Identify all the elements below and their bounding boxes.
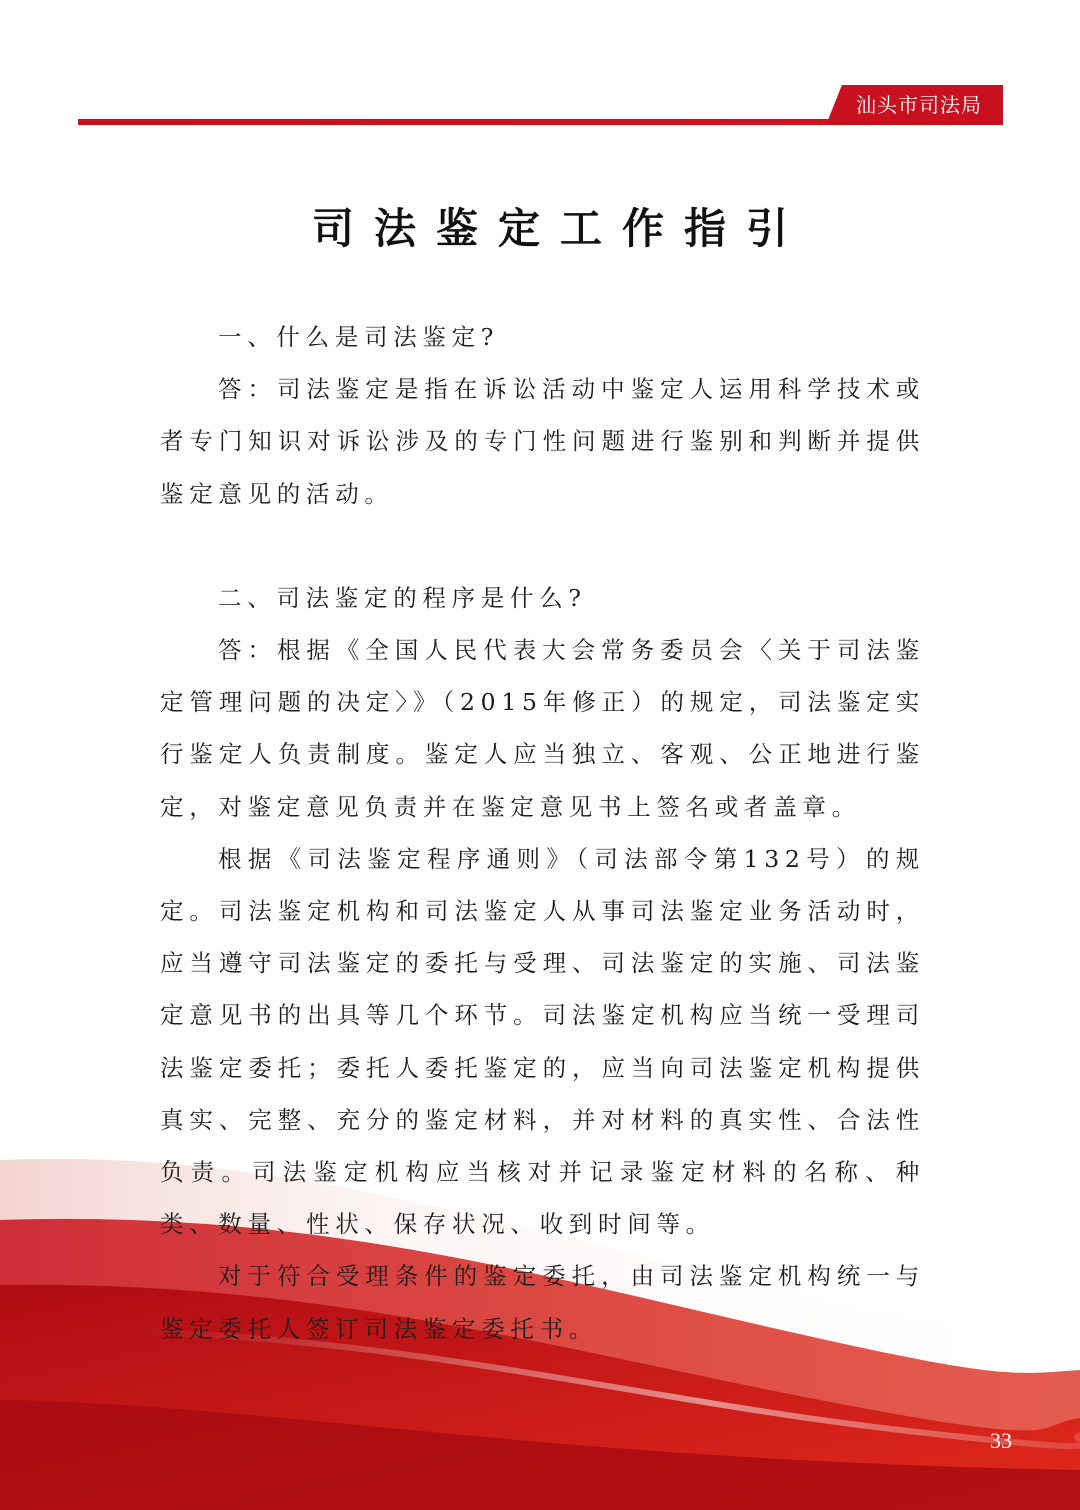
- section-1-answer: 答：司法鉴定是指在诉讼活动中鉴定人运用科学技术或者专门知识对诉讼涉及的专门性问题进行鉴别和判断并提供鉴定意见的活动。: [160, 375, 925, 508]
- page-title: 司法鉴定工作指引: [311, 204, 808, 253]
- section-1-question: 一、什么是司法鉴定?: [218, 323, 500, 351]
- section-2-answer: 答：根据《全国人民代表大会常务委员会〈关于司法鉴定管理问题的决定〉》（2015年修正）的规定，司法鉴定实行鉴定人负责制度。鉴定人应当独立、客观、公正地进行鉴定，对鉴定意见负责并在鉴定意见书上签名或者盖章。: [160, 636, 925, 821]
- section-2-paragraph-3: 对于符合受理条件的鉴定委托，由司法鉴定机构统一与鉴定委托人签订司法鉴定委托书。: [160, 1262, 925, 1343]
- page-number: 33: [990, 1428, 1012, 1453]
- document-body: [160, 311, 925, 1355]
- section-2-question: 二、司法鉴定的程序是什么?: [218, 583, 587, 612]
- section-gap: [160, 520, 925, 572]
- header-org-name: 汕头市司法局: [856, 93, 982, 117]
- section-2-paragraph-2: 根据《司法鉴定程序通则》（司法部令第132号）的规定。司法鉴定机构和司法鉴定人从事司法鉴定业务活动时，应当遵守司法鉴定的委托与受理、司法鉴定的实施、司法鉴定意见书的出具等几个环节。司法鉴定机构应当统一受理司法鉴定委托；委托人委托鉴定的，应当向司法鉴定机构提供真实、完整、充分的鉴定材料，并对材料的真实性、合法性负责。司法鉴定机构应当核对并记录鉴定材料的名称、种类、数量、性状、保存状况、收到时间等。: [160, 844, 925, 1239]
